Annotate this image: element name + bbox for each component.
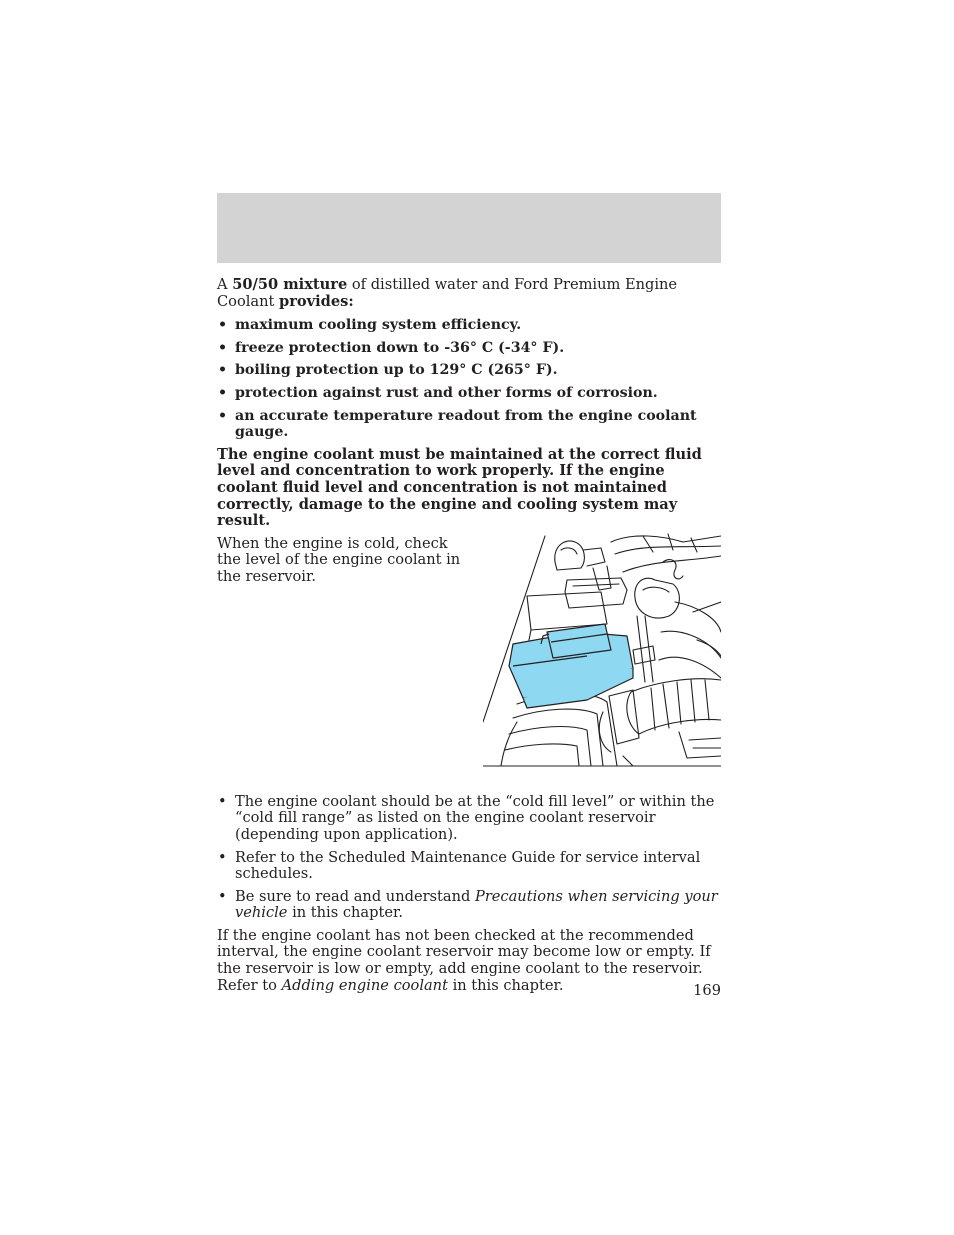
warning-paragraph: The engine coolant must be maintained at the correct fluid level and concentration to work properly. If the engine coolant fluid level and concentration is not maintained correctly, damage to the engine and cooling system may result.	[217, 445, 702, 530]
engine-coolant-reservoir-illustration	[483, 532, 721, 776]
mixture-term: 50/50 mixture	[232, 276, 348, 293]
check-level-section	[217, 536, 721, 794]
list-item: • protection against rust and other forms of corrosion.	[217, 385, 721, 402]
precautions-reference: Precautions when servicing your vehicle	[235, 887, 718, 922]
check-level-text: When the engine is cold, check the level of the engine coolant in the reservoir.	[217, 534, 461, 585]
page-content	[217, 277, 721, 994]
coolant-check-list	[217, 794, 721, 922]
page-number: 169	[693, 982, 721, 999]
list-item: • freeze protection down to -36° C (-34° F).	[217, 340, 721, 357]
list-item: • Refer to the Scheduled Maintenance Guide for service interval schedules.	[217, 850, 721, 883]
coolant-reservoir	[509, 624, 633, 708]
list-item: • Be sure to read and understand Precautions when servicing your vehicle in this chapter.	[217, 889, 721, 922]
section-header-band	[217, 193, 721, 263]
list-item: • boiling protection up to 129° C (265° F).	[217, 362, 721, 379]
adding-coolant-reference: Adding engine coolant	[281, 976, 448, 994]
list-item: • an accurate temperature readout from the engine coolant gauge.	[217, 408, 721, 441]
benefits-list	[217, 317, 721, 441]
list-item: • maximum cooling system efficiency.	[217, 317, 721, 334]
intro-paragraph: A 50/50 mixture of distilled water and Ford Premium Engine Coolant provides:	[217, 276, 678, 310]
closing-paragraph: If the engine coolant has not been checked at the recommended interval, the engine coolant reservoir may become low or empty. If the reservoir is low or empty, add engine coolant to the reservoir. Refer to Adding engine coolant in this chapter.	[217, 926, 711, 994]
list-item: • The engine coolant should be at the “cold fill level” or within the “cold fill range” as listed on the engine coolant reservoir (depending upon application).	[217, 794, 721, 844]
provides-term: provides:	[279, 292, 354, 310]
